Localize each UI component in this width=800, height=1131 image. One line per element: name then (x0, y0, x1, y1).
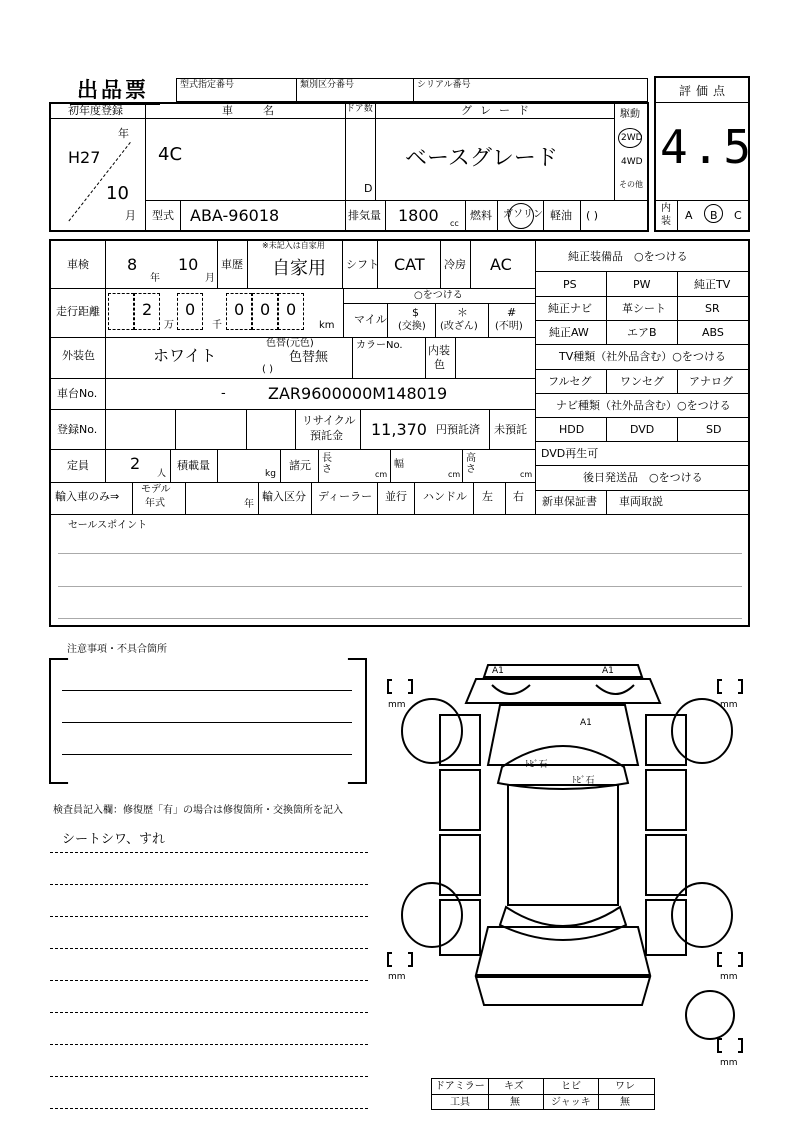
recycle-label-2: 預託金 (310, 429, 343, 442)
genuine-tv: 純正TV (694, 278, 731, 291)
ac-label: 冷房 (444, 258, 466, 271)
import-dealer: ディーラー (318, 490, 373, 503)
tv-oneseg: ワンセグ (620, 375, 664, 388)
inspection-year-unit: 年 (150, 273, 160, 284)
handle-left: 左 (482, 490, 493, 503)
handle-label: ハンドル (423, 490, 467, 503)
category-number-label: 類別区分番号 (300, 80, 355, 90)
recycle-amount: 11,370 (371, 420, 427, 439)
genuine-title: 純正装備品 ○をつける (568, 250, 688, 263)
mileage-label: 走行距離 (56, 305, 100, 318)
model-year-unit: 年 (244, 499, 254, 510)
genuine-sr: SR (705, 302, 720, 315)
unknown-label: (不明) (495, 321, 523, 332)
interior-selected-circle (704, 204, 723, 223)
genuine-aw: 純正AW (549, 326, 589, 339)
exchange-label: (交換) (398, 321, 426, 332)
fuel-label: 燃料 (470, 209, 492, 222)
load-label: 積載量 (177, 459, 210, 472)
navi-sd: SD (706, 423, 722, 436)
capacity-unit: 人 (157, 469, 167, 479)
fuel-selected-circle (508, 203, 534, 229)
genuine-pw: PW (633, 278, 651, 291)
recycle-deposited: 円預託済 (436, 423, 480, 436)
interior-option-a: A (685, 209, 693, 222)
mileage-man-unit: 万 (164, 320, 174, 331)
model-value: ABA-96018 (190, 206, 280, 225)
legend-header-break: ワレ (615, 1081, 635, 1092)
color-label: 外装色 (62, 349, 95, 362)
mileage-digit-5: 0 (260, 300, 271, 319)
interior-label-1: 内 (661, 203, 671, 214)
legend-header-crack: ヒビ (561, 1081, 581, 1092)
model-year-label-1: モデル (141, 484, 171, 495)
color-value: ホワイト (153, 346, 217, 365)
chassis-dash: - (221, 386, 226, 401)
shift-label: シフト (346, 258, 379, 271)
chassis-number: ZAR9600000M148019 (268, 384, 448, 403)
length-unit: cm (375, 470, 388, 479)
mileage-digit-3: 0 (185, 300, 196, 319)
car-name-label: 車名 (222, 104, 304, 117)
fuel-other: ( ) (586, 209, 599, 222)
legend-jack: ジャッキ (551, 1097, 591, 1108)
legend-tools-value: 無 (510, 1097, 520, 1108)
import-type-label: 輸入区分 (262, 490, 306, 503)
history-note: ※未記入は自家用 (262, 241, 325, 250)
rating-label: 評価点 (679, 84, 731, 98)
altered-symbol: ＊ (457, 306, 468, 319)
type-designation-label: 型式指定番号 (180, 80, 235, 90)
first-reg-era-year: H27 (68, 148, 101, 167)
grade-label: グレード (461, 104, 537, 117)
tv-analog: アナログ (689, 375, 733, 388)
diagram-mark-bumper-right: A1 (602, 666, 614, 676)
inspector-label: 検査員記入欄：修復歴「有」の場合は修復箇所・交換箇所を記入 (53, 805, 343, 816)
history-label: 車歴 (221, 258, 243, 271)
inspection-month-unit: 月 (205, 273, 215, 284)
handle-right: 右 (513, 490, 524, 503)
dims-label: 諸元 (289, 459, 311, 472)
shift-value: CAT (394, 255, 425, 274)
diagram-mm-4: mm (720, 972, 738, 982)
registration-label: 登録No. (57, 423, 98, 436)
inspector-note: シートシワ、すれ (62, 832, 165, 847)
mileage-digit-box-1 (108, 293, 134, 330)
mileage-km-unit: km (319, 320, 335, 331)
mileage-circle-note: ○をつける (414, 290, 463, 301)
genuine-ps: PS (563, 278, 577, 291)
diagram-mm-5: mm (720, 1058, 738, 1068)
legend-header-scratch: キズ (504, 1081, 524, 1092)
diagram-mm-2: mm (720, 700, 738, 710)
navi-hdd: HDD (559, 423, 585, 436)
later-manual: 車両取説 (619, 495, 663, 508)
dvd-playback: DVD再生可 (541, 447, 599, 460)
mileage-digit-2: 2 (142, 300, 153, 319)
length-label: 長さ (322, 453, 332, 475)
genuine-abs: ABS (702, 326, 724, 339)
mileage-digit-4: 0 (234, 300, 245, 319)
sales-point-label: セールスポイント (68, 520, 148, 531)
car-damage-diagram (380, 655, 755, 1075)
recycle-not-deposited: 未預託 (494, 423, 527, 436)
doors-type: D (364, 182, 373, 195)
width-unit: cm (448, 470, 461, 479)
mileage-digit-6: 0 (286, 300, 297, 319)
legend-jack-value: 無 (620, 1097, 630, 1108)
drive-label: 駆動 (620, 109, 640, 120)
first-reg-month-unit: 月 (125, 209, 136, 222)
fuel-diesel: 軽油 (550, 209, 572, 222)
serial-number-label: シリアル番号 (417, 80, 471, 90)
displacement-unit: cc (450, 219, 459, 228)
inspection-label: 車検 (67, 258, 89, 271)
repaint-value: 色替無 (289, 350, 329, 365)
repaint-label: 色替(元色) (266, 338, 314, 349)
width-label: 幅 (394, 459, 404, 470)
diagram-mark-hood: A1 (580, 718, 592, 728)
diagram-mm-1: mm (388, 700, 406, 710)
inspection-month: 10 (178, 255, 199, 274)
sales-line-3 (58, 618, 742, 619)
later-title: 後日発送品 ○をつける (583, 471, 703, 484)
type-designation-box (176, 78, 648, 102)
sales-line-1 (58, 553, 742, 554)
caution-label: 注意事項・不具合箇所 (67, 644, 167, 655)
mile-label: マイル (354, 313, 387, 326)
chassis-label: 車台No. (57, 387, 98, 400)
diagram-mark-windshield-2: ﾄﾋﾞ石 (572, 776, 595, 786)
capacity-label: 定員 (67, 459, 89, 472)
ac-value: AC (490, 255, 512, 274)
drive-selected-circle (618, 128, 642, 148)
interior-color-label-2: 色 (434, 358, 445, 371)
first-reg-month: 10 (106, 183, 129, 204)
exchange-symbol: $ (412, 306, 419, 319)
navi-dvd: DVD (630, 423, 655, 436)
tv-fullseg: フルセグ (548, 375, 592, 388)
first-reg-year-unit: 年 (118, 127, 129, 140)
capacity-value: 2 (130, 454, 141, 473)
color-no-label: カラーNo. (356, 340, 403, 351)
model-label: 型式 (152, 209, 174, 222)
grade-value: ベースグレード (405, 146, 558, 171)
load-unit: kg (265, 469, 276, 479)
diagram-mark-bumper-left: A1 (492, 666, 504, 676)
genuine-leather-seat: 革シート (622, 302, 666, 315)
caution-bracket (49, 658, 367, 784)
unknown-symbol: # (507, 306, 517, 319)
sales-line-2 (58, 586, 742, 587)
drive-other: その他 (619, 180, 643, 189)
drive-2wd: 2WD (621, 133, 643, 143)
tv-title: TV種類（社外品含む）○をつける (559, 350, 726, 363)
drive-4wd: 4WD (621, 157, 643, 167)
fuel-gasoline: ガソリン (503, 209, 543, 220)
rating-score: 4.5 (660, 120, 756, 174)
interior-color-label-1: 内装 (428, 344, 450, 357)
mileage-sen-unit: 千 (212, 320, 222, 331)
doors-label: ドア数 (346, 104, 373, 114)
interior-option-b: B (710, 209, 718, 222)
import-parallel: 並行 (385, 490, 407, 503)
displacement-value: 1800 (398, 206, 439, 225)
genuine-airbag: エアB (627, 326, 657, 339)
repaint-paren: ( ) (262, 364, 273, 375)
later-warranty: 新車保証書 (542, 495, 597, 508)
displacement-label: 排気量 (348, 209, 381, 222)
altered-label: (改ざん) (440, 321, 478, 332)
history-value: 自家用 (272, 258, 326, 279)
legend-header-mirror: ドアミラー (435, 1081, 485, 1092)
interior-label-2: 装 (661, 216, 671, 227)
height-unit: cm (520, 470, 533, 479)
model-year-label-2: 年式 (145, 498, 165, 509)
interior-option-c: C (734, 209, 742, 222)
height-label: 高さ (466, 453, 476, 475)
form-title: 出品票 (77, 78, 149, 102)
diagram-mark-windshield-1: ﾄﾋﾞ石 (525, 760, 548, 770)
car-name: 4C (158, 144, 183, 165)
recycle-label-1: リサイクル (302, 414, 356, 427)
import-only-label: 輸入車のみ⇒ (55, 490, 120, 503)
legend-tools: 工具 (450, 1097, 470, 1108)
inspection-year: 8 (127, 255, 138, 274)
first-reg-label: 初年度登録 (68, 104, 123, 117)
diagram-mm-3: mm (388, 972, 406, 982)
navi-title: ナビ種類（社外品含む）○をつける (556, 399, 731, 412)
genuine-navi: 純正ナビ (548, 302, 592, 315)
